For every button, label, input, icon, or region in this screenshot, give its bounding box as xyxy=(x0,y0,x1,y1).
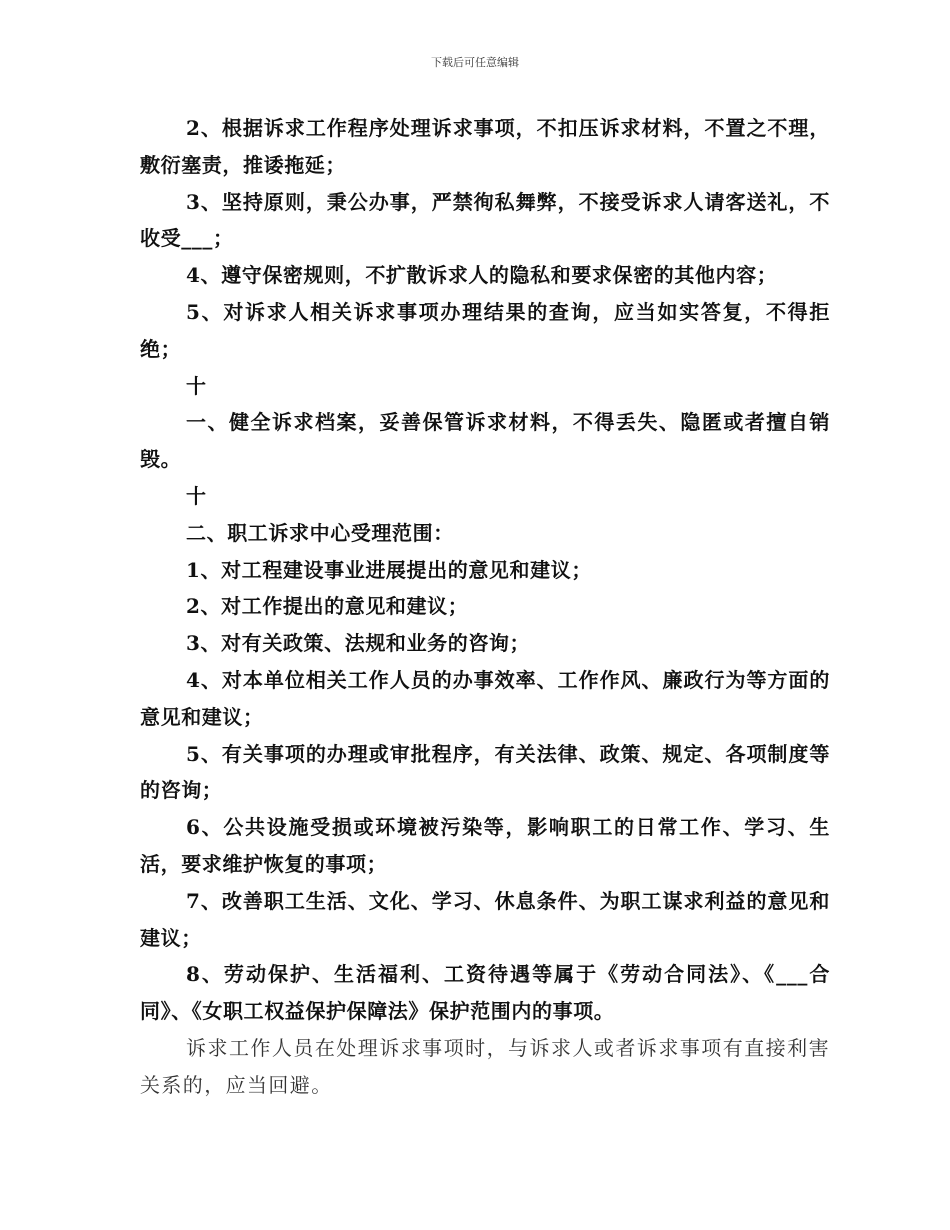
section-eleven-text: 一、健全诉求档案，妥善保管诉求材料，不得丢失、隐匿或者擅自销毁。 xyxy=(140,410,830,472)
paragraph-item-3: 3、坚持原则，秉公办事，严禁徇私舞弊，不接受诉求人请客送礼，不收受___； xyxy=(140,189,830,251)
section-number-eleven-prefix: 十 xyxy=(186,373,207,398)
page-header: 下载后可任意编辑 xyxy=(431,56,519,69)
scope-item-8: 8、劳动保护、生活福利、工资待遇等属于《劳动合同法》、《___合同》、《女职工权益保护保障法》保护范围内的事项。 xyxy=(140,962,830,1024)
scope-item-3: 3、对有关政策、法规和业务的咨询； xyxy=(186,631,531,656)
paragraph-item-4: 4、遵守保密规则，不扩散诉求人的隐私和要求保密的其他内容； xyxy=(186,263,778,288)
scope-item-7: 7、改善职工生活、文化、学习、休息条件、为职工谋求利益的意见和建议； xyxy=(140,888,830,950)
scope-item-5: 5、有关事项的办理或审批程序，有关法律、政策、规定、各项制度等的咨询； xyxy=(140,741,830,803)
paragraph-item-5: 5、对诉求人相关诉求事项办理结果的查询，应当如实答复，不得拒绝； xyxy=(140,299,830,361)
scope-item-4: 4、对本单位相关工作人员的办事效率、工作作风、廉政行为等方面的意见和建议； xyxy=(140,667,830,729)
paragraph-item-2: 2、根据诉求工作程序处理诉求事项，不扣压诉求材料，不置之不理，敷衍塞责，推诿拖延； xyxy=(140,116,830,177)
recusal-paragraph: 诉求工作人员在处理诉求事项时，与诉求人或者诉求事项有直接利害关系的，应当回避。 xyxy=(140,1035,830,1097)
scope-item-1: 1、对工程建设事业进展提出的意见和建议； xyxy=(186,557,592,582)
section-number-twelve-prefix: 十 xyxy=(186,483,207,508)
scope-item-6: 6、公共设施受损或环境被污染等，影响职工的日常工作、学习、生活，要求维护恢复的事项； xyxy=(140,815,830,876)
section-twelve-heading: 二、职工诉求中心受理范围： xyxy=(186,520,454,545)
scope-item-2: 2、对工作提出的意见和建议； xyxy=(186,594,469,619)
document-body xyxy=(140,110,830,1104)
